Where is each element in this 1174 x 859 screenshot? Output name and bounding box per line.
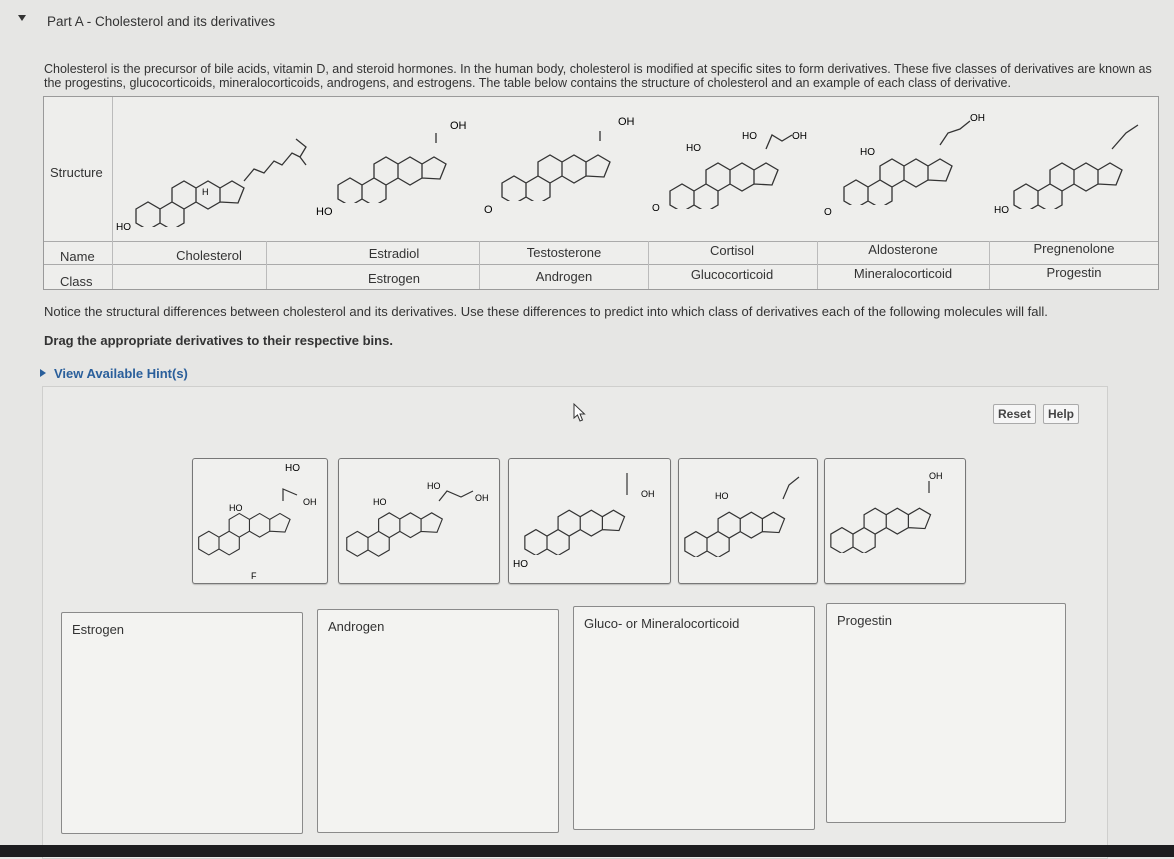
class-androgen: Androgen bbox=[535, 269, 593, 284]
view-hints-link[interactable] bbox=[40, 366, 188, 381]
class-progestin: Progestin bbox=[1046, 265, 1102, 280]
atom-label: HO bbox=[742, 131, 757, 142]
row-label-class: Class bbox=[60, 274, 93, 289]
svg-text:HO: HO bbox=[285, 463, 300, 474]
atom-label: H bbox=[202, 187, 209, 197]
svg-text:F: F bbox=[251, 571, 257, 581]
table-divider bbox=[112, 97, 113, 289]
hint-label: View Available Hint(s) bbox=[54, 366, 188, 381]
molecule-structure bbox=[193, 459, 327, 583]
bin-label: Androgen bbox=[328, 619, 385, 634]
svg-text:OH: OH bbox=[929, 471, 943, 481]
table-divider bbox=[44, 264, 1158, 265]
draggable-molecule-5[interactable] bbox=[824, 458, 966, 584]
name-estradiol: Estradiol bbox=[368, 246, 420, 261]
drag-instruction: Drag the appropriate derivatives to their respective bins. bbox=[44, 333, 393, 348]
table-divider bbox=[44, 241, 1158, 242]
atom-label: OH bbox=[792, 131, 807, 142]
bin-estrogen[interactable] bbox=[61, 612, 303, 834]
table-divider bbox=[648, 241, 649, 289]
expand-arrow-icon bbox=[40, 369, 46, 377]
atom-label: HO bbox=[686, 143, 701, 154]
table-divider bbox=[479, 241, 480, 289]
reset-button[interactable]: Reset bbox=[993, 404, 1036, 424]
part-title: Part A - Cholesterol and its derivatives bbox=[47, 14, 276, 29]
molecule-structure bbox=[679, 459, 817, 583]
svg-text:HO: HO bbox=[229, 503, 243, 513]
atom-label: O bbox=[484, 204, 493, 216]
svg-text:HO: HO bbox=[513, 559, 528, 570]
pregnenolone-structure bbox=[992, 109, 1157, 217]
cholesterol-structure bbox=[114, 105, 314, 237]
row-label-structure: Structure bbox=[50, 165, 103, 180]
atom-label: O bbox=[652, 203, 660, 214]
class-mineralocorticoid: Mineralocorticoid bbox=[853, 266, 953, 281]
intro-paragraph: Cholesterol is the precursor of bile acids, vitamin D, and steroid hormones. In the human body, cholesterol is modified at specific sites to form derivatives. These five classes of derivatives are known as the progestins, glucocorticoids, mineralocorticoids, androgens, and estrogens. The table below contains the structure of cholesterol and an example of each class of derivative. bbox=[44, 62, 1152, 90]
atom-label: OH bbox=[970, 113, 985, 124]
draggable-molecule-3[interactable] bbox=[508, 458, 671, 584]
atom-label: O bbox=[824, 207, 832, 218]
name-cortisol: Cortisol bbox=[709, 243, 755, 258]
name-aldosterone: Aldosterone bbox=[868, 242, 938, 257]
atom-label: OH bbox=[450, 120, 467, 132]
svg-text:HO: HO bbox=[373, 497, 387, 507]
name-cholesterol: Cholesterol bbox=[176, 248, 242, 263]
table-divider bbox=[989, 241, 990, 289]
estradiol-structure bbox=[312, 113, 477, 217]
aldosterone-structure bbox=[820, 109, 988, 218]
molecule-structure bbox=[509, 459, 670, 583]
reference-table bbox=[43, 96, 1159, 290]
taskbar bbox=[0, 845, 1174, 857]
atom-label: HO bbox=[860, 147, 875, 158]
mouse-cursor-icon bbox=[572, 403, 586, 423]
atom-label: HO bbox=[316, 206, 333, 218]
svg-text:HO: HO bbox=[427, 481, 441, 491]
molecule-structure bbox=[339, 459, 499, 583]
testosterone-structure bbox=[482, 111, 647, 216]
bin-androgen[interactable] bbox=[317, 609, 559, 833]
table-divider bbox=[817, 241, 818, 289]
atom-label: OH bbox=[618, 116, 635, 128]
svg-text:OH: OH bbox=[641, 489, 655, 499]
class-glucocorticoid: Glucocorticoid bbox=[690, 267, 774, 282]
draggable-molecule-4[interactable] bbox=[678, 458, 818, 584]
atom-label: HO bbox=[994, 205, 1009, 216]
bin-label: Estrogen bbox=[72, 622, 125, 637]
row-label-name: Name bbox=[60, 249, 95, 264]
bin-progestin[interactable] bbox=[826, 603, 1066, 823]
svg-text:OH: OH bbox=[475, 493, 489, 503]
molecule-structure bbox=[825, 459, 965, 583]
bin-gluco-or-mineralocorticoid[interactable] bbox=[573, 606, 815, 830]
draggable-molecule-2[interactable] bbox=[338, 458, 500, 584]
name-pregnenolone: Pregnenolone bbox=[1033, 241, 1115, 256]
collapse-arrow-icon[interactable] bbox=[18, 15, 26, 21]
atom-label: HO bbox=[116, 222, 131, 233]
draggable-molecule-1[interactable] bbox=[192, 458, 328, 584]
name-testosterone: Testosterone bbox=[526, 245, 602, 260]
class-estrogen: Estrogen bbox=[367, 271, 421, 286]
svg-text:OH: OH bbox=[303, 497, 317, 507]
svg-text:HO: HO bbox=[715, 491, 729, 501]
bin-label: Progestin bbox=[837, 613, 892, 628]
cortisol-structure bbox=[650, 111, 815, 214]
help-button[interactable]: Help bbox=[1043, 404, 1079, 424]
bin-label: Gluco- or Mineralocorticoid bbox=[584, 616, 740, 631]
notice-text: Notice the structural differences between cholesterol and its derivatives. Use these differences to predict into which class of derivatives each of the following molecules will fall. bbox=[44, 304, 1048, 319]
